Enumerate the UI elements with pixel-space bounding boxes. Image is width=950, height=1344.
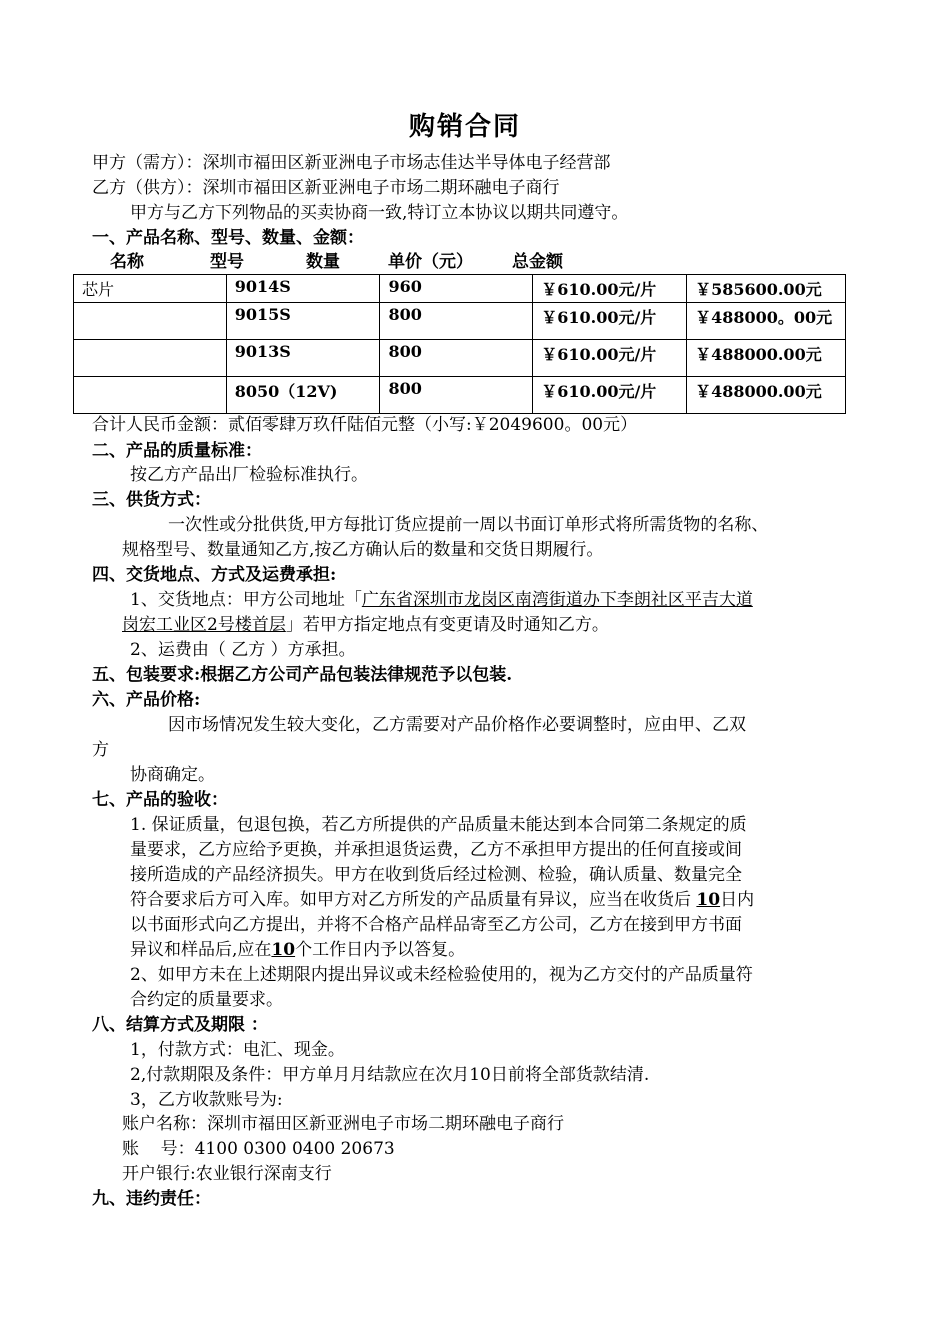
table-row (74, 275, 846, 303)
table-header-row (110, 251, 563, 273)
section-8-heading: 八、结算方式及期限 ： (92, 1015, 268, 1035)
account-number: 账 号：4100 0300 0400 20673 (122, 1139, 395, 1159)
cell-name: 芯片 (74, 275, 227, 303)
header-total: 总金额 (512, 252, 563, 272)
bank-name: 开户银行:农业银行深南支行 (122, 1164, 332, 1184)
product-table (73, 274, 846, 414)
cell-model: 9015S (226, 303, 380, 340)
cell-unit-price: ￥610.00元/片 (533, 303, 687, 340)
cell-unit-price: ￥610.00元/片 (533, 340, 687, 377)
cell-unit-price: ￥610.00元/片 (533, 377, 687, 414)
section-4-item1-line1 (130, 589, 753, 611)
inspection-text: 符合要求后方可入库。如甲方对乙方所发的产品质量有异议，应当在收货后 (130, 890, 697, 910)
delivery-address-part2: 岗宏工业区2号楼首层 (122, 615, 286, 635)
cell-total: ￥585600.00元 (687, 275, 846, 303)
section-2-text: 按乙方产品出厂检验标准执行。 (130, 465, 368, 485)
cell-unit-price: ￥610.00元/片 (533, 275, 687, 303)
inspection-text-end: 日内 (720, 890, 755, 910)
section-7-p2-line1: 2、如甲方未在上述期限内提出异议或未经检验使用的，视为乙方交付的产品质量符 (130, 965, 753, 985)
cell-total: ￥488000。00元 (687, 303, 846, 340)
header-name: 名称 (110, 252, 144, 272)
section-4-item2: 2、运费由（ 乙方 ）方承担。 (130, 640, 356, 660)
delivery-label: 1、交货地点：甲方公司地址「 (130, 590, 362, 610)
cell-quantity: 800 (380, 303, 533, 340)
section-7-p1-line1: 1. 保证质量，包退包换，若乙方所提供的产品质量未能达到本合同第二条规定的质 (130, 815, 747, 835)
header-unit-price: 单价（元） (388, 252, 473, 272)
section-2-heading: 二、产品的质量标准： (92, 441, 262, 461)
intro-text: 甲方与乙方下列物品的买卖协商一致,特订立本协议以期共同遵守。 (130, 203, 629, 223)
header-model: 型号 (210, 252, 244, 272)
cell-name (74, 377, 227, 414)
cell-quantity: 960 (380, 275, 533, 303)
section-3-text-line1: 一次性或分批供货,甲方每批订货应提前一周以书面订单形式将所需货物的名称、 (168, 515, 769, 535)
section-7-p1-line3: 接所造成的产品经济损失。甲方在收到货后经过检测、检验，确认质量、数量完全 (130, 865, 742, 885)
section-7-p1-line2: 量要求，乙方应给予更换，并承担退货运费，乙方不承担甲方提出的任何直接或间 (130, 840, 742, 860)
workdays-value: 10 (271, 940, 296, 960)
cell-name (74, 303, 227, 340)
cell-model: 9013S (226, 340, 380, 377)
section-5-text: 五、包装要求:根据乙方公司产品包装法律规范予以包装. (92, 665, 513, 685)
section-7-p1-line4 (130, 889, 754, 911)
section-7-p2-line2: 合约定的质量要求。 (130, 990, 283, 1010)
section-6-text-line2: 方 (92, 740, 109, 760)
section-6-text-line3: 协商确定。 (130, 765, 215, 785)
cell-quantity: 800 (380, 377, 533, 414)
reply-text: 异议和样品后,应在 (130, 940, 272, 960)
party-b: 乙方（供方）：深圳市福田区新亚洲电子市场二期环融电子商行 (92, 178, 560, 198)
party-a: 甲方（需方）：深圳市福田区新亚洲电子市场志佳达半导体电子经营部 (92, 153, 611, 173)
cell-model: 9014S (226, 275, 380, 303)
cell-quantity: 800 (380, 340, 533, 377)
section-6-text-line1: 因市场情况发生较大变化，乙方需要对产品价格作必要调整时，应由甲、乙双 (168, 715, 746, 735)
section-4-heading: 四、交货地点、方式及运费承担: (92, 565, 337, 585)
section-6-heading: 六、产品价格: (92, 690, 201, 710)
delivery-address-part1: 广东省深圳市龙岗区南湾街道办下李朗社区平吉大道 (361, 590, 753, 610)
delivery-note: 」若甲方指定地点有变更请及时通知乙方。 (285, 615, 609, 635)
section-7-p1-line6 (130, 939, 465, 961)
section-9-heading: 九、违约责任： (92, 1189, 211, 1209)
table-row (74, 340, 846, 377)
section-3-heading: 三、供货方式： (92, 490, 211, 510)
section-3-text-line2: 规格型号、数量通知乙方,按乙方确认后的数量和交货日期履行。 (122, 540, 604, 560)
total-amount: 合计人民币金额：贰佰零肆万玖仟陆佰元整（小写:￥2049600。00元） (92, 415, 638, 435)
payment-method: 1，付款方式：电汇、现金。 (130, 1040, 345, 1060)
header-quantity: 数量 (306, 252, 340, 272)
days-value: 10 (696, 890, 721, 910)
section-4-item1-line2 (122, 614, 609, 636)
cell-total: ￥488000.00元 (687, 340, 846, 377)
cell-name (74, 340, 227, 377)
document-title: 购销合同 (408, 112, 521, 142)
payment-terms: 2,付款期限及条件：甲方单月月结款应在次月10日前将全部货款结清. (130, 1065, 650, 1085)
section-7-heading: 七、产品的验收： (92, 790, 228, 810)
table-row (74, 303, 846, 340)
cell-model: 8050（12V) (226, 377, 380, 414)
cell-total: ￥488000.00元 (687, 377, 846, 414)
section-1-heading: 一、产品名称、型号、数量、金额： (92, 228, 364, 248)
account-intro: 3，乙方收款账号为: (130, 1090, 283, 1110)
reply-text-end: 个工作日内予以答复。 (295, 940, 466, 960)
section-5 (92, 664, 512, 686)
table-row (74, 377, 846, 414)
section-7-p1-line5: 以书面形式向乙方提出，并将不合格产品样品寄至乙方公司，乙方在接到甲方书面 (130, 915, 742, 935)
account-name: 账户名称：深圳市福田区新亚洲电子市场二期环融电子商行 (122, 1114, 564, 1134)
